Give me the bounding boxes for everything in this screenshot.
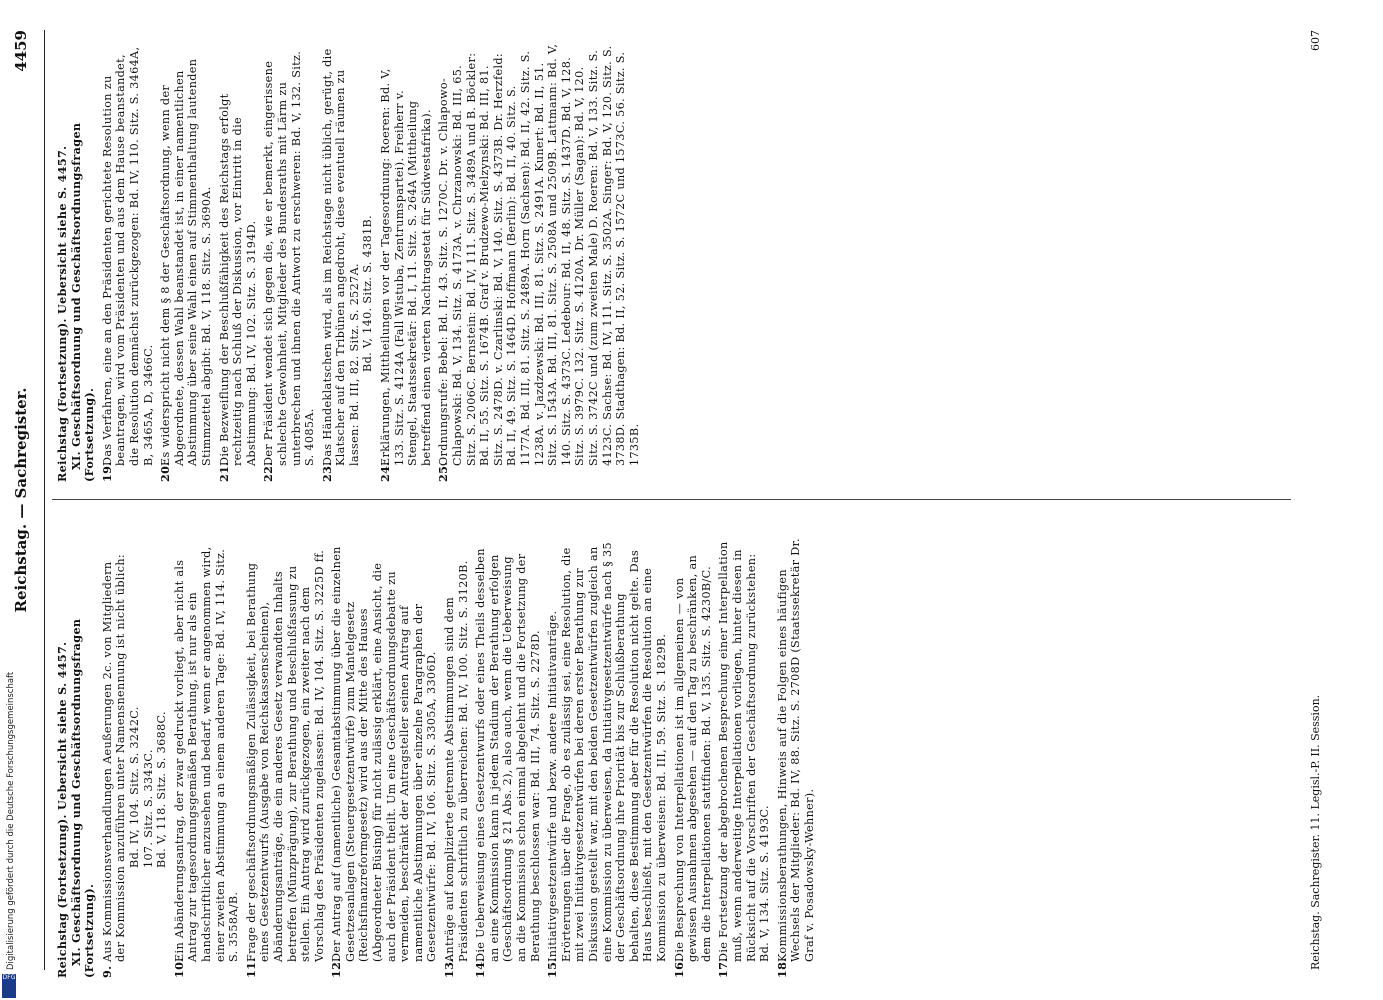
column-heading: Reichstag (Fortsetzung). Uebersicht siehe S. 4457. XI. Geschäftsordnung und Geschäftsordnungsfragen (Fortsetzung). bbox=[55, 618, 97, 978]
entry-item bbox=[101, 42, 155, 482]
entry-item bbox=[159, 42, 213, 482]
entry-text: Die Besprechung von Interpellationen ist im allgemeinen — von gewissen Ausnahmen abgesehen — auf den Tag zu beschränken, an dem die Interpellationen stattfinden: Bd. V, 135. Sitz. S. 4230B/C. bbox=[672, 554, 713, 962]
page-title: Reichstag. — Sachregister. bbox=[12, 387, 30, 613]
entry-reference: 107. Sitz. S. 3343C. bbox=[141, 749, 155, 868]
entry-number: 22. bbox=[261, 461, 276, 482]
entry-item bbox=[101, 538, 169, 978]
entry-number: 18. bbox=[774, 957, 789, 978]
entry-number: 10. bbox=[171, 957, 186, 978]
left-column bbox=[56, 538, 1287, 978]
entry-item bbox=[717, 538, 771, 978]
entry-text: Ein Abänderungsantrag, der zwar gedruckt vorliegt, aber nicht als Antrag zur tagesordnungsgemäßen Berathung, ist nur als ein handschriftlicher anzusehen und bedarf, wenn er angenommen wird, einer zweiten Abstimmung an einem anderen Tage: Bd. IV, 114. Sitz. S. 3558A/B. bbox=[172, 546, 241, 962]
entry-text: Ordnungsrufe: Bebel: Bd. II, 43. Sitz. S. 1270C. Dr. v. Chlapowo-Chlapowski: Bd. V, 134. Sitz. S. 4173A. v. Chrzanowski: Bd. III, 65. Sitz. S. 2006C. Bernstein: Bd. IV, 111. Sitz. S. 3489A und B. Böckler: Bd. II, 55. Sitz. S. 1674B. Graf v. Brudzewo-Mielzynski: Bd. III, 81. Sitz. S. 2478D. v. Czarlinski: Bd. V, 140. Sitz. S. 4373B. Dr. Herzfeld: Bd. II, 49. Sitz. S. 1464D. Hoffmann (Berlin): Bd. II, 40. Sitz. S. 1177A. Bd. III, 81. Sitz. S. 2489A. Horn (Sachsen): Bd. II, 42. Sitz. S. 1238A. v. Jazdzewski: Bd. III, 81. Sitz. S. 2491A. Kunert: Bd. II, 51. Sitz. S. 1543A. Bd. III, 81. Sitz. S. 2508A und 2509B. Lattmann: Bd. V, 140. Sitz. S. 4373C. Ledebour: Bd. II, 48. Sitz. S. 1437D. Bd. V, 128. Sitz. S. 3979C. 132. Sitz. S. 4120A. Dr. Müller (Sagan): Bd. V, 120. Sitz. S. 3742C und (zum zweiten Male) D. Roeren: Bd. V, 133. Sitz. S. 4123C. Sachse: Bd. IV, 111. Sitz. S. 3502A. Singer: Bd. V, 120. Sitz. S. 3738D. Stadthagen: Bd. II, 52. Sitz. S. 1572C und 1573C. 56. Sitz. S. 1735B. bbox=[437, 43, 641, 466]
page-number: 4459 bbox=[12, 30, 30, 72]
dfg-logo: DFG bbox=[2, 974, 16, 998]
right-column bbox=[56, 42, 1287, 482]
entry-text: Kommissionsberathungen, Hinweis auf die Folgen eines häufigen Wechsels der Mitglieder: Bd. IV, 88. Sitz. S. 2708D (Staatssekretär Dr. Graf v. Posadowsky-Wehner). bbox=[775, 538, 816, 962]
entry-number: 23. bbox=[319, 461, 334, 482]
entry-text: Das Verfahren, eine an den Präsidenten gerichtete Resolution zu beantragen, wird vom Präsidenten und aus dem Hause beanstandet, die Resolution demnächst zurückgezogen: Bd. IV, 110. Sitz. S. 3464A, B, 3465A, D, 3466C. bbox=[100, 46, 155, 466]
entry-item bbox=[443, 538, 470, 978]
entry-item bbox=[173, 538, 241, 978]
entry-number: 15. bbox=[545, 957, 560, 978]
entry-text: Aus Kommissionsverhandlungen Aeußerungen 2c. von Mitgliedern der Kommission anzuführen unter Namensnennung ist nicht üblich: bbox=[100, 553, 128, 962]
entry-text: Erklärungen, Mittheilungen vor der Tagesordnung: Roeren: Bd. V, 133. Sitz. S. 4124A (Fall Wistuba, Zentrumspartei). Freiherr v. Stengel, Staatssekretär: Bd. I, 11. Sitz. S. 264A (Mittheilung betreffend einen vierten Nachtragsetat für Südwestafrika). bbox=[379, 68, 433, 466]
entry-reference: Bd. V, 118. Sitz. S. 3688C. bbox=[155, 711, 169, 868]
page-footer bbox=[1309, 30, 1323, 970]
entry-number: 17. bbox=[716, 957, 731, 978]
entry-text: Die Bezweiflung der Beschlußfähigkeit des Reichstags erfolgt rechtzeitig nach Schluß der Diskussion, vor Eintritt in die Abstimmung: Bd. IV, 102. Sitz. S. 3194D. bbox=[217, 93, 258, 466]
footer-left: Reichstag. Sachregister. 11. Legisl.-P. II. Session. bbox=[1309, 694, 1322, 970]
entry-text: Initiativgesetzentwürfe und bezw. andere Initiativanträge. Erörterungen über die Frage, ob es zulässig sei, eine Resolution, die mit zwei Initiativgesetzentwürfen bei deren erster Berathung zur Diskussion gestellt war, mit den beiden Gesetzentwürfen zugleich an eine Kommission zu überweisen, da Initiativgesetzentwürfe nach § 35 der Geschäftsordnung ihre Priorität bis zur Schlußberathung behalten, diese Bestimmung aber für die Resolution nicht gelte. Das Haus beschließt, mit den Gesetzentwürfen die Resolution an eine Kommission zu überweisen: Bd. III, 59. Sitz. S. 1829B. bbox=[546, 542, 668, 962]
entry-text: Die Ueberweisung eines Gesetzentwurfs oder eines Theils desselben an eine Kommission kann in jedem Stadium der Berathung erfolgen (Geschäftsordnung § 21 Abs. 2), also auch, wenn die Ueberweisung an die Kommission schon einmal abgelehnt und die Fortsetzung der Berathung beschlossen war: Bd. III, 74. Sitz. S. 2278D. bbox=[474, 548, 542, 962]
entry-item bbox=[474, 538, 542, 978]
entry-text: Das Händeklatschen wird, als im Reichstage nicht üblich, gerügt, die Klatscher auf den Tribünen angedroht, diese eventuell räumen zu lassen: Bd. III, 82. Sitz. S. 2527A. bbox=[320, 48, 361, 466]
entry-number: 16. bbox=[671, 957, 686, 978]
entry-item bbox=[546, 538, 668, 978]
entry-item bbox=[321, 42, 375, 482]
entry-item bbox=[218, 42, 259, 482]
footer-page-number: 607 bbox=[1309, 30, 1322, 51]
entry-item bbox=[776, 538, 817, 978]
right-items bbox=[101, 42, 642, 482]
entry-item bbox=[330, 538, 439, 978]
entry-number: 24. bbox=[378, 461, 393, 482]
entry-number: 25. bbox=[436, 461, 451, 482]
entry-text: Die Fortsetzung der abgebrochenen Besprechung einer Interpellation muß, wenn anderweitige Interpellationen vorliegen, hinter diesen in Rücksicht auf die Vorschriften der Geschäftsordnung zurückstehen: Bd. V, 134. Sitz. S. 4193C. bbox=[717, 541, 772, 962]
entry-item bbox=[379, 42, 433, 482]
digitization-note: Digitalisierung gefördert durch die Deutsche Forschungsgemeinschaft bbox=[6, 671, 16, 970]
entry-text: Der Präsident wendet sich gegen die, wie er bemerkt, eingerissene schlechte Gewohnheit, Mitglieder des Bundesraths mit Lärm zu unterbrechen und ihnen die Antwort zu erschweren: Bd. V, 132. Sitz. S. 4085A. bbox=[262, 50, 317, 466]
entry-number: 11. bbox=[243, 957, 258, 978]
entry-text: Anträge auf komplizierte getrennte Abstimmungen sind dem Präsidenten schriftlich zu überreichen: Bd. IV, 100. Sitz. S. 3120B. bbox=[443, 560, 470, 962]
entry-item bbox=[262, 42, 316, 482]
entry-number: 9. bbox=[99, 965, 114, 978]
entry-item bbox=[673, 538, 714, 978]
entry-text: Es widerspricht nicht dem § 8 der Geschäftsordnung, wenn der Abgeordnete, dessen Wahl beanstandet ist, in einer namentlichen Abstimmung über seine Wahl einen auf Stimmenthaltung lautenden Stimmzettel abgibt: Bd. V, 118. Sitz. S. 3690A. bbox=[159, 58, 213, 466]
entry-number: 20. bbox=[158, 461, 173, 482]
column-heading: Reichstag (Fortsetzung). Uebersicht siehe S. 4457. XI. Geschäftsordnung und Geschäftsordnungsfragen (Fortsetzung). bbox=[55, 122, 97, 482]
entry-reference: Bd. IV, 104. Sitz. S. 3242C. bbox=[127, 706, 141, 868]
page-header bbox=[12, 30, 42, 970]
entry-number: 13. bbox=[442, 957, 457, 978]
entry-text: Der Antrag auf (namentliche) Gesamtabstimmung über die einzelnen Gesetzesanlagen (Steuergesetzentwürfe) zum Mantelgesetz (Reichsfinanzreformgesetz) wird aus der Mitte des Hauses (Abgeordneter Büsing) für nicht zulässig erklärt, eine Ansicht, die auch der Präsident theilt. Um eine Geschäftsordnungsdebatte zu vermeiden, beschränkt der Antragsteller seinen Antrag auf namentliche Abstimmungen über einzelne Paragraphen der Gesetzentwürfe: Bd. IV, 106. Sitz. S. 3305A, 3306D. bbox=[330, 546, 439, 962]
column-divider bbox=[52, 499, 1291, 500]
entry-text: Frage der geschäftsordnungsmäßigen Zulässigkeit, bei Berathung eines Gesetzentwurfs (Ausgabe von Reichskassenscheinen), Abänderungsanträge, die ein anderes Gesetz verwandten Inhalts betreffen (Münzprägung), zur Berathung und Beschlußfassung zu stellen. Ein Antrag wird zurückgezogen, ein zweiter nach dem Vorschlag des Präsidenten zugelassen: Bd. IV, 104. Sitz. S. 3225D ff. bbox=[244, 549, 326, 962]
entry-number: 21. bbox=[216, 461, 231, 482]
entry-item bbox=[245, 538, 327, 978]
entry-reference: Bd. V, 140. Sitz. S. 4381B. bbox=[361, 214, 375, 372]
entry-item bbox=[437, 42, 641, 482]
left-items bbox=[101, 538, 817, 978]
entry-number: 14. bbox=[473, 957, 488, 978]
entry-number: 12. bbox=[329, 957, 344, 978]
entry-number: 19. bbox=[99, 461, 114, 482]
header-rule bbox=[44, 30, 45, 970]
